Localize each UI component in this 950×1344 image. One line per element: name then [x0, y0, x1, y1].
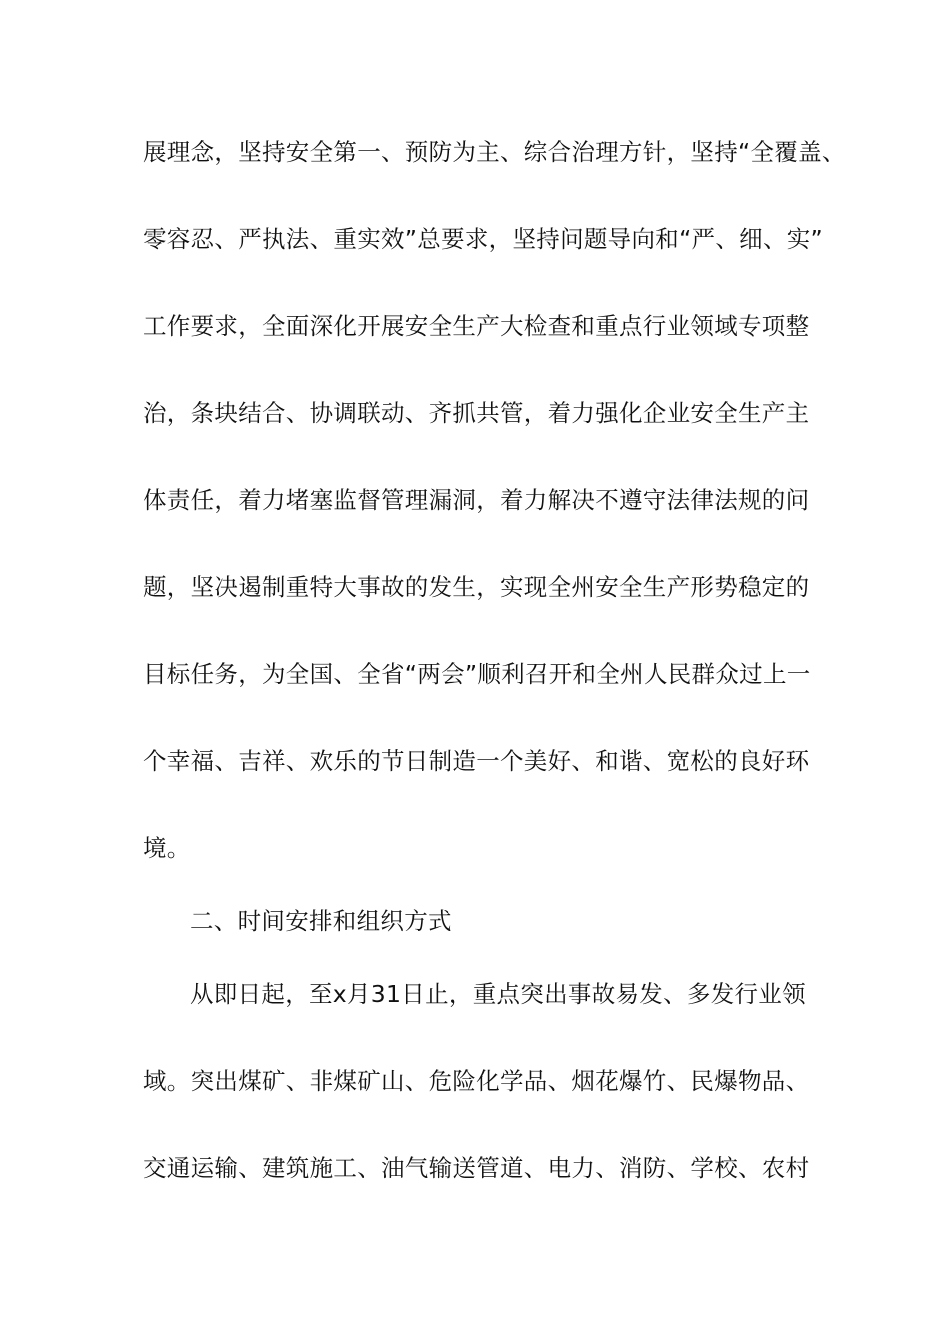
paragraph-line: 域。突出煤矿、非煤矿山、危险化学品、烟花爆竹、民爆物品、 [143, 1067, 810, 1095]
paragraph-line: 展理念，坚持安全第一、预防为主、综合治理方针，坚持“全覆盖、 [143, 138, 846, 166]
paragraph-line: 体责任，着力堵塞监督管理漏洞，着力解决不遵守法律法规的问 [143, 486, 810, 514]
paragraph-line: 交通运输、建筑施工、油气输送管道、电力、消防、学校、农村 [143, 1154, 810, 1182]
paragraph-line: 从即日起，至x月31日止，重点突出事故易发、多发行业领 [190, 980, 806, 1008]
paragraph-line: 个幸福、吉祥、欢乐的节日制造一个美好、和谐、宽松的良好环 [143, 747, 810, 775]
paragraph-line: 目标任务，为全国、全省“两会”顺利召开和全州人民群众过上一 [143, 660, 811, 688]
section-heading: 二、时间安排和组织方式 [190, 907, 452, 935]
paragraph-line: 零容忍、严执法、重实效”总要求，坚持问题导向和“严、细、实” [143, 225, 824, 253]
paragraph-line: 境。 [143, 834, 191, 862]
paragraph-line: 题，坚决遏制重特大事故的发生，实现全州安全生产形势稳定的 [143, 573, 810, 601]
paragraph-line: 工作要求，全面深化开展安全生产大检查和重点行业领域专项整 [143, 312, 810, 340]
paragraph-line: 治，条块结合、协调联动、齐抓共管，着力强化企业安全生产主 [143, 399, 810, 427]
